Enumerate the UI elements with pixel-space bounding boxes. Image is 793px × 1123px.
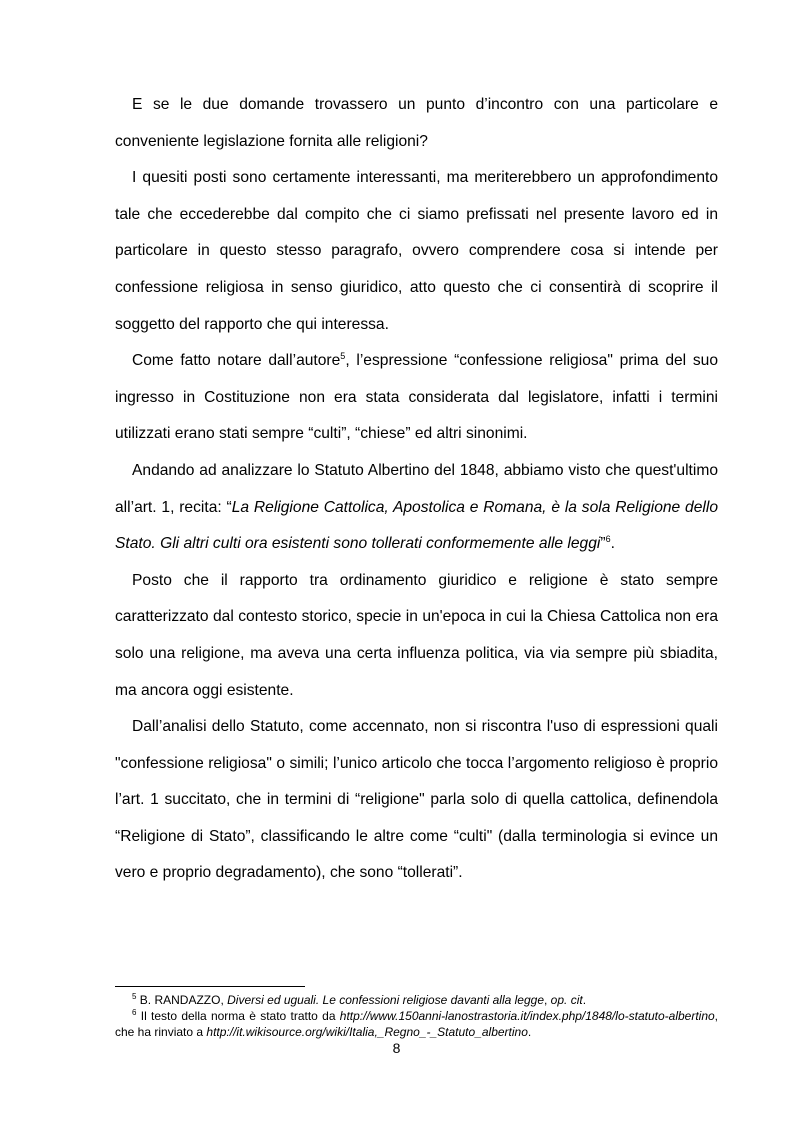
footnote-author: B. RANDAZZO, — [139, 993, 228, 1007]
paragraph-3 — [115, 343, 718, 453]
paragraph-text: Come fatto notare dall’autore — [132, 352, 341, 370]
footnote-5 — [115, 992, 718, 1008]
paragraph-text: Posto che il rapporto tra ordinamento giuridico e religione è stato sempre caratterizzato dal contesto storico, specie in un'epoca in cui la Chiesa Cattolica non era solo una religione, ma aveva una certa influenza politica, via via sempre più sbiadita, ma ancora oggi esistente. — [115, 571, 718, 699]
footnote-text: Il testo della norma è stato tratto da — [140, 1009, 340, 1023]
footnote-title: Diversi ed uguali. Le confessioni religiose davanti alla legge — [227, 993, 544, 1007]
footnote-end: . — [582, 993, 587, 1007]
body-text — [115, 87, 718, 892]
paragraph-text: Dall’analisi dello Statuto, come accennato, non si riscontra l'uso di espressioni quali "confessione religiosa" o simili; l’unico articolo che tocca l’argomento religioso è proprio l’art. 1 succitato, che in termini di “religione" parla solo di quella cattolica, definendola “Religione di Stato”, classificando le altre come “culti" (dalla terminologia si evince un vero e proprio degradamento), che sono “tollerati”. — [115, 718, 718, 882]
paragraph-text: Andando ad analizzare lo Statuto Albertino del 1848, abbiamo visto che quest'ultimo all’art. 1, recita: “ — [115, 461, 718, 516]
footnote-citation: op. cit — [550, 993, 583, 1007]
paragraph-6 — [115, 709, 718, 892]
footnote-number: 6 — [132, 1008, 137, 1017]
paragraph-text: . — [610, 535, 615, 553]
footnote-ref-6: 6 — [605, 534, 611, 545]
footnote-6 — [115, 1008, 718, 1040]
footnote-ref-5: 5 — [340, 351, 346, 362]
page-number: 8 — [392, 1040, 401, 1056]
paragraph-text: , l’espressione “confessione religiosa" prima del suo ingresso in Costituzione non era stata considerata dal legislatore, infatti i termini utilizzati erano stati sempre “culti”, “chiese” ed altri sinonimi. — [115, 352, 718, 443]
footnote-text: , che ha rinviato a — [115, 1009, 719, 1039]
statuto-quote: La Religione Cattolica, Apostolica e Romana, è la sola Religione dello Stato. Gli altri culti ora esistenti sono tollerati conformemente alle leggi — [115, 498, 718, 553]
footnote-separator — [115, 986, 305, 987]
footnotes — [115, 992, 718, 1040]
paragraph-4 — [115, 453, 718, 563]
paragraph-2 — [115, 160, 718, 343]
paragraph-text: I quesiti posti sono certamente interessanti, ma meriterebbero un approfondimento tale che eccederebbe dal compito che ci siamo prefissati nel presente lavoro ed in particolare in questo stesso paragrafo, ovvero comprendere cosa si intende per confessione religiosa in senso giuridico, atto questo che ci consentirà di scoprire il soggetto del rapporto che qui interessa. — [115, 169, 718, 333]
paragraph-5 — [115, 563, 718, 709]
closing-quote: ” — [600, 535, 606, 553]
footnote-link-wikisource[interactable]: http://it.wikisource.org/wiki/Italia,_Regno_-_Statuto_albertino — [206, 1025, 528, 1039]
footnote-link-150anni[interactable]: http://www.150anni-lanostrastoria.it/index.php/1848/lo-statuto-albertino — [339, 1009, 715, 1023]
footnote-end: . — [527, 1025, 532, 1039]
footnote-separator-text: , — [544, 993, 551, 1007]
footnote-number: 5 — [132, 992, 137, 1001]
paragraph-text: E se le due domande trovassero un punto d’incontro con una particolare e conveniente legislazione fornita alle religioni? — [115, 96, 718, 150]
paragraph-1 — [115, 87, 718, 160]
